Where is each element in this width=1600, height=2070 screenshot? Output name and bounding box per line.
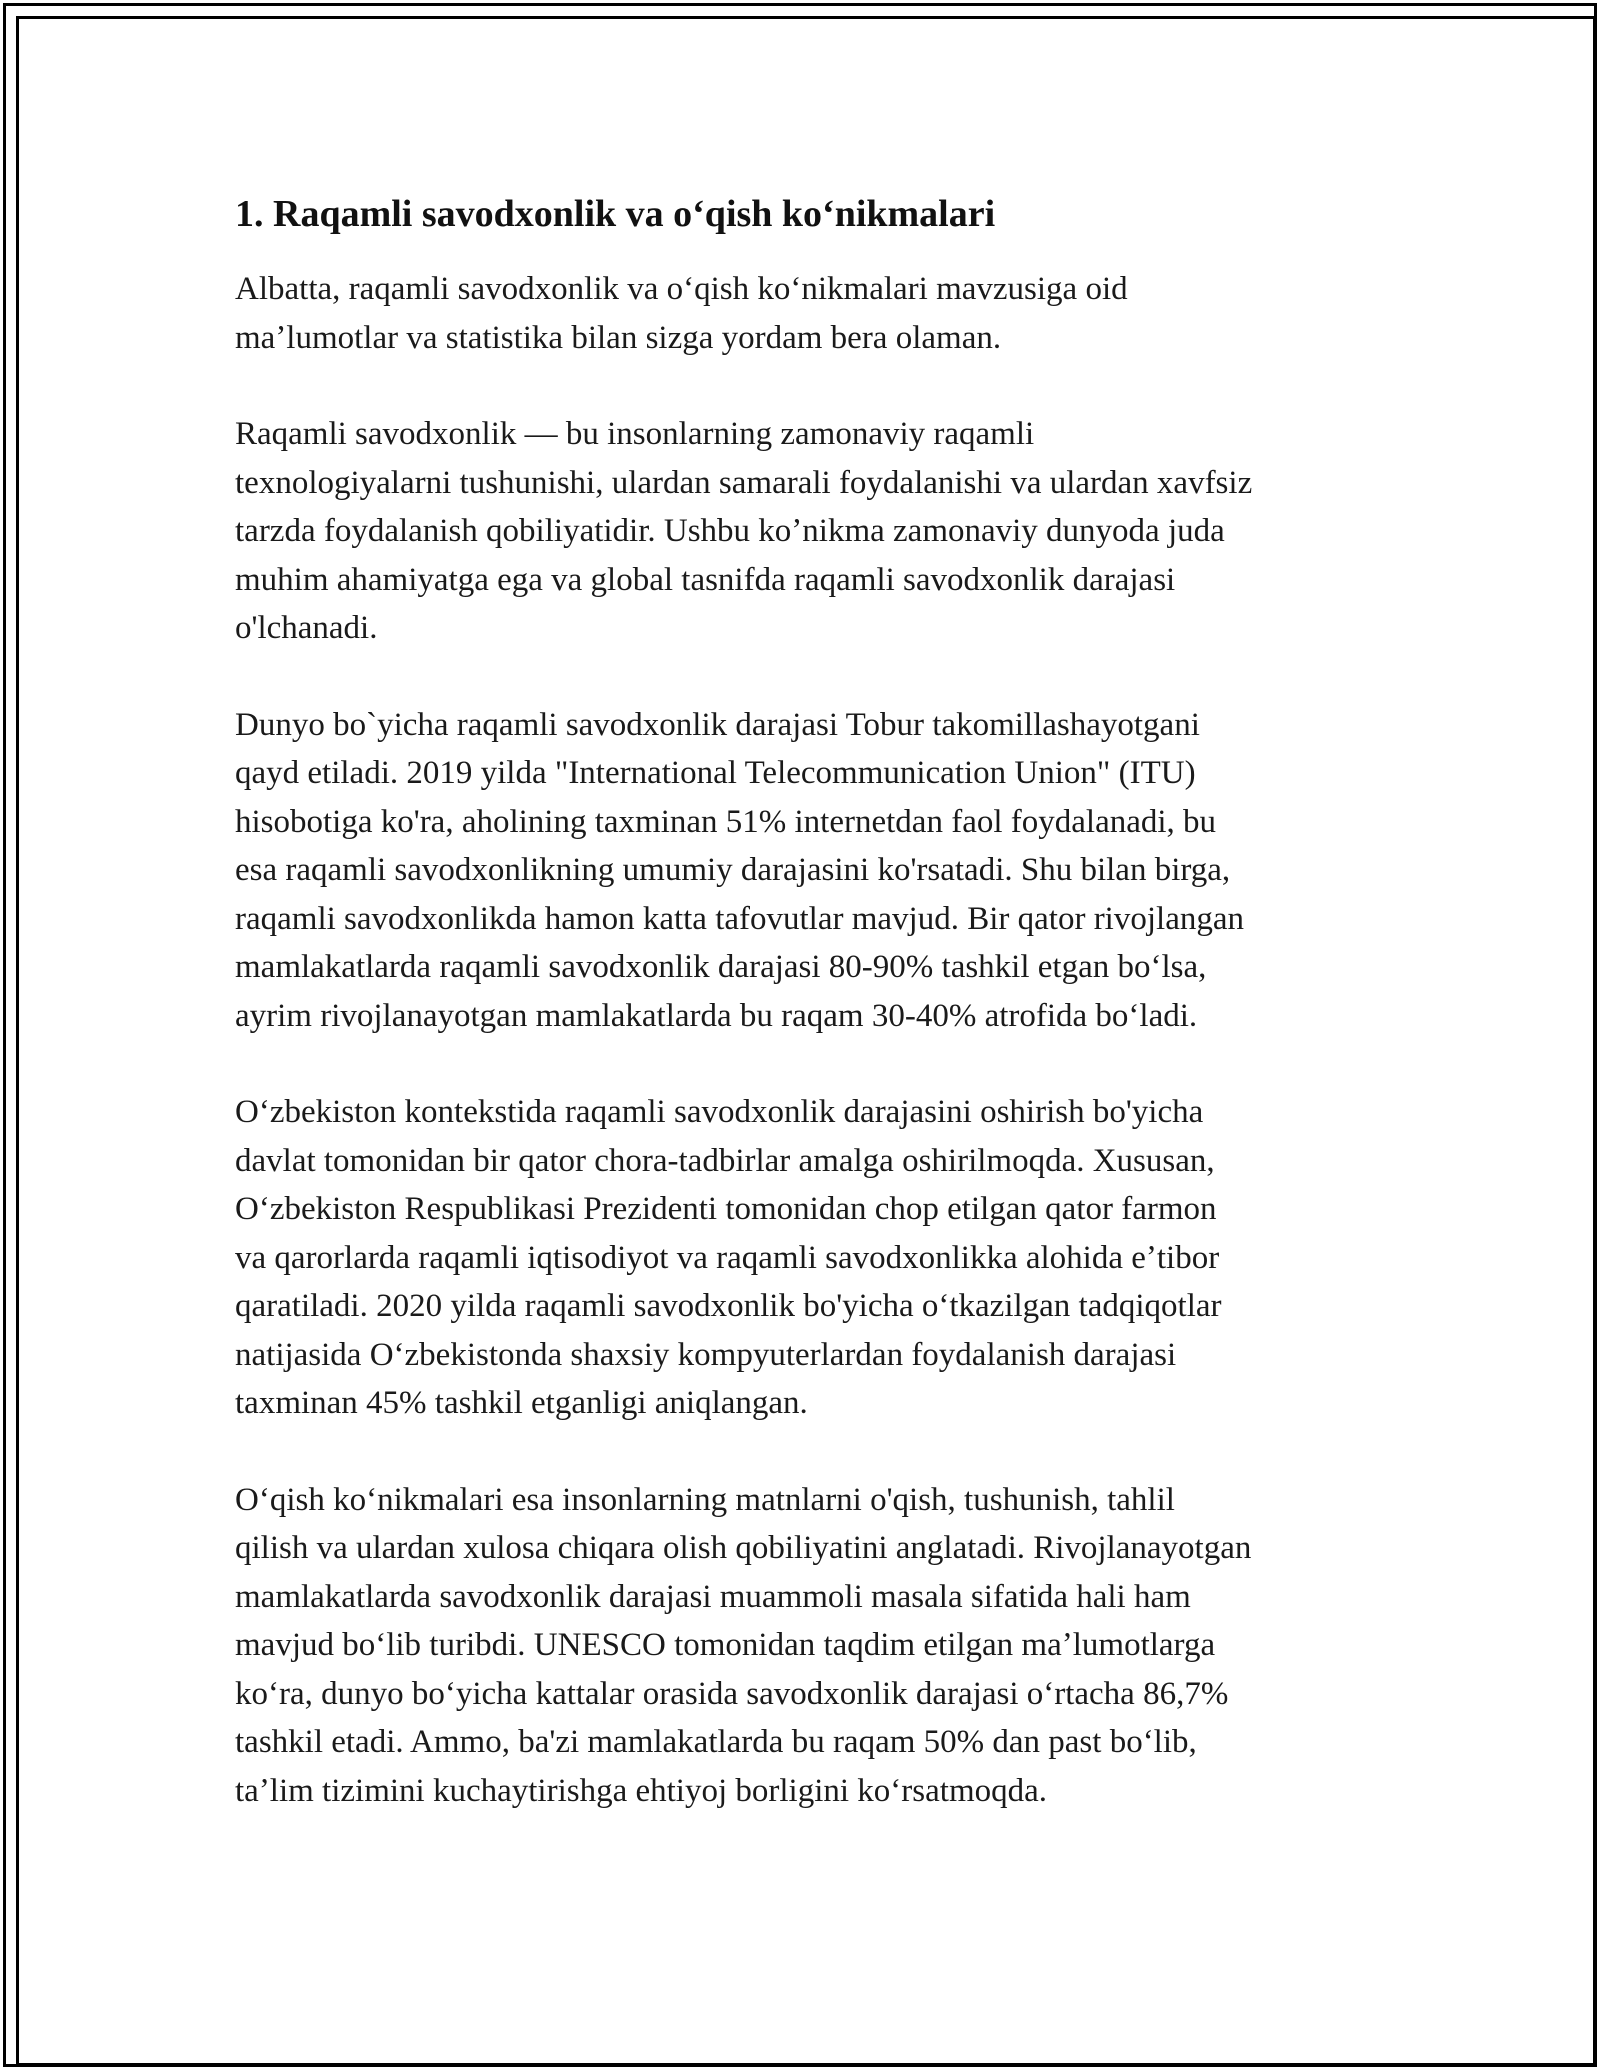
document-heading: 1. Raqamli savodxonlik va oʻqish koʻnikmalari (235, 193, 996, 235)
paragraph-line: qilish va ulardan xulosa chiqara olish qobiliyatini anglatadi. Rivojlanayotgan (235, 1530, 1252, 1566)
paragraph-line: Oʻqish koʻnikmalari esa insonlarning matnlarni o'qish, tushunish, tahlil (235, 1481, 1175, 1518)
paragraph-line: qaratiladi. 2020 yilda raqamli savodxonlik bo'yicha oʻtkazilgan tadqiqotlar (235, 1288, 1222, 1324)
paragraph-line: texnologiyalarni tushunishi, ulardan samarali foydalanishi va ulardan xavfsiz (235, 464, 1253, 501)
paragraph-line: va qarorlarda raqamli iqtisodiyot va raqamli savodxonlikka alohida eʼtibor (235, 1239, 1220, 1276)
paragraph-line: maʼlumotlar va statistika bilan sizga yordam bera olaman. (235, 319, 1002, 356)
paragraph-line: mamlakatlarda raqamli savodxonlik darajasi 80-90% tashkil etgan boʻlsa, (235, 949, 1207, 985)
paragraph-line: tarzda foydalanish qobiliyatidir. Ushbu koʼnikma zamonaviy dunyoda juda (235, 513, 1225, 549)
paragraph-digital-literacy-definition (235, 410, 1385, 653)
paragraph-uzbekistan-context (235, 1088, 1385, 1428)
paragraph-line: Oʻzbekiston Respublikasi Prezidenti tomonidan chop etilgan qator farmon (235, 1191, 1217, 1227)
paragraph-line: koʻra, dunyo boʻyicha kattalar orasida savodxonlik darajasi oʻrtacha 86,7% (235, 1675, 1229, 1712)
paragraph-intro (235, 265, 1385, 362)
paragraph-line: o'lchanadi. (235, 610, 378, 646)
paragraph-reading-skills (235, 1476, 1385, 1816)
paragraph-line: qayd etiladi. 2019 yilda "International Telecommunication Union" (ITU) (235, 755, 1196, 791)
paragraph-line: taʼlim tizimini kuchaytirishga ehtiyoj borligini koʻrsatmoqda. (235, 1772, 1048, 1809)
paragraph-line: davlat tomonidan bir qator chora-tadbirlar amalga oshirilmoqda. Xususan, (235, 1142, 1215, 1179)
paragraph-line: raqamli savodxonlikda hamon katta tafovutlar mavjud. Bir qator rivojlangan (235, 900, 1244, 937)
paragraph-line: Albatta, raqamli savodxonlik va oʻqish koʻnikmalari mavzusiga oid (235, 271, 1128, 307)
paragraph-world-statistics (235, 701, 1385, 1041)
paragraph-line: muhim ahamiyatga ega va global tasnifda raqamli savodxonlik darajasi (235, 561, 1176, 598)
paragraph-line: tashkil etadi. Ammo, ba'zi mamlakatlarda bu raqam 50% dan past boʻlib, (235, 1724, 1197, 1760)
paragraph-line: mamlakatlarda savodxonlik darajasi muammoli masala sifatida hali ham (235, 1578, 1191, 1615)
paragraph-line: Oʻzbekiston kontekstida raqamli savodxonlik darajasini oshirish bo'yicha (235, 1094, 1204, 1130)
paragraph-line: hisobotiga ko'ra, aholining taxminan 51% internetdan faol foydalanadi, bu (235, 803, 1217, 840)
paragraph-line: Raqamli savodxonlik — bu insonlarning zamonaviy raqamli (235, 416, 1035, 452)
paragraph-line: taxminan 45% tashkil etganligi aniqlangan. (235, 1385, 808, 1421)
paragraph-line: mavjud boʻlib turibdi. UNESCO tomonidan taqdim etilgan maʼlumotlarga (235, 1627, 1216, 1663)
paragraph-line: esa raqamli savodxonlikning umumiy darajasini ko'rsatadi. Shu bilan birga, (235, 852, 1231, 888)
paragraph-line: ayrim rivojlanayotgan mamlakatlarda bu raqam 30-40% atrofida boʻladi. (235, 997, 1198, 1034)
document-body (235, 188, 1385, 1863)
paragraph-line: natijasida Oʻzbekistonda shaxsiy kompyuterlardan foydalanish darajasi (235, 1336, 1177, 1373)
paragraph-line: Dunyo bo`yicha raqamli savodxonlik darajasi Tobur takomillashayotgani (235, 706, 1200, 743)
